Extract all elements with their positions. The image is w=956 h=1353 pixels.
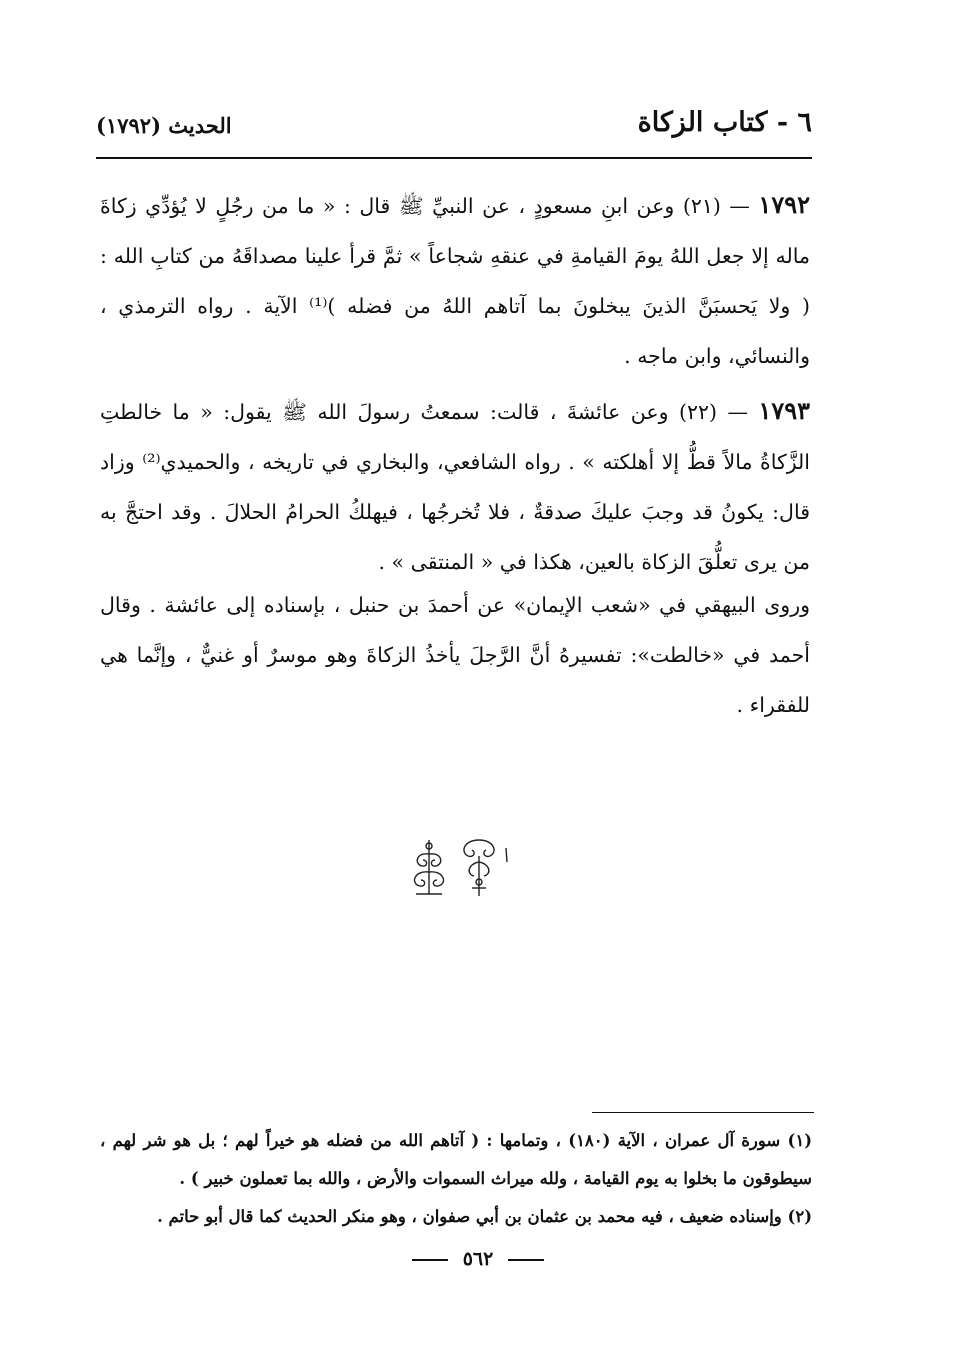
page-number-line [0,1248,956,1270]
hadith-1793-paragraph [100,386,810,587]
footnote-1: (١) سورة آل عمران ، الآية (١٨٠) ، وتمامها : ( آتاهم الله من فضله هو خيراً لهم ؛ بل هو شر لهم ، سيطوقون ما بخلوا به يوم القيامة ، ولله ميراث السموات والأرض ، والله بما تعملون خبير ) . [100,1131,813,1188]
page-number: ٥٦٢ [462,1248,494,1270]
header-divider [96,157,812,159]
hadith-number: ١٧٩٣ [758,396,810,425]
footnote-2: (٢) وإسناده ضعيف ، فيه محمد بن عثمان بن أبي صفوان ، وهو منكر الحديث كما قال أبو حاتم . [157,1207,812,1226]
dash-left [508,1259,544,1261]
hadith-reference: الحديث (١٧٩٢) [96,113,232,138]
running-header [96,103,812,147]
hadith-1792-paragraph [100,180,810,381]
hadith-text: — (٢٢) وعن عائشةَ ، قالت: سمعتُ رسولَ الله ﷺ يقول: « ما خالطتِ الزَّكاةُ مالاً قطُّ إلا أهلكته » . رواه الشافعي، والبخاري في تاريخه ، والحميدي⁽²⁾ وزاد قال: يكونُ قد وجبَ عليكَ صدقةٌ ، فلا تُخرجُها ، فيهلكُ الحرامُ الحلالَ . وقد احتجَّ به من يرى تعلُّقَ الزكاة بالعين، هكذا في « المنتقى » . [100,400,810,574]
footnote-divider [592,1112,814,1113]
hadith-number: ١٧٩٢ [758,190,810,219]
footnotes [100,1122,812,1236]
bayhaqi-paragraph: وروى البيهقي في «شعب الإيمان» عن أحمدَ بن حنبل ، بإسناده إلى عائشة . وقال أحمد في «خالطت»: تفسيرهُ أنَّ الرَّجلَ يأخذُ الزكاةَ وهو موسرٌ أو غنيٌّ ، وإنَّما هي للفقراء . [100,593,810,717]
dash-right [412,1259,448,1261]
chapter-title: ٦ - كتاب الزكاة [637,107,812,138]
hadith-text: — (٢١) وعن ابنِ مسعودٍ ، عن النبيِّ ﷺ قال : « ما من رجُلٍ لا يُؤدِّي زكاةَ ماله إلا جعل اللهُ يومَ القيامةِ في عنقهِ شجاعاً » ثمَّ قرأ علينا مصداقَهُ من كتابِ الله : ( ولا يَحسبَنَّ الذينَ يبخلونَ بما آتاهم اللهُ من فضله )⁽¹⁾ الآية . رواه الترمذي ، والنسائي، وابن ماجه . [100,194,811,368]
floral-ornament-icon [404,836,512,898]
